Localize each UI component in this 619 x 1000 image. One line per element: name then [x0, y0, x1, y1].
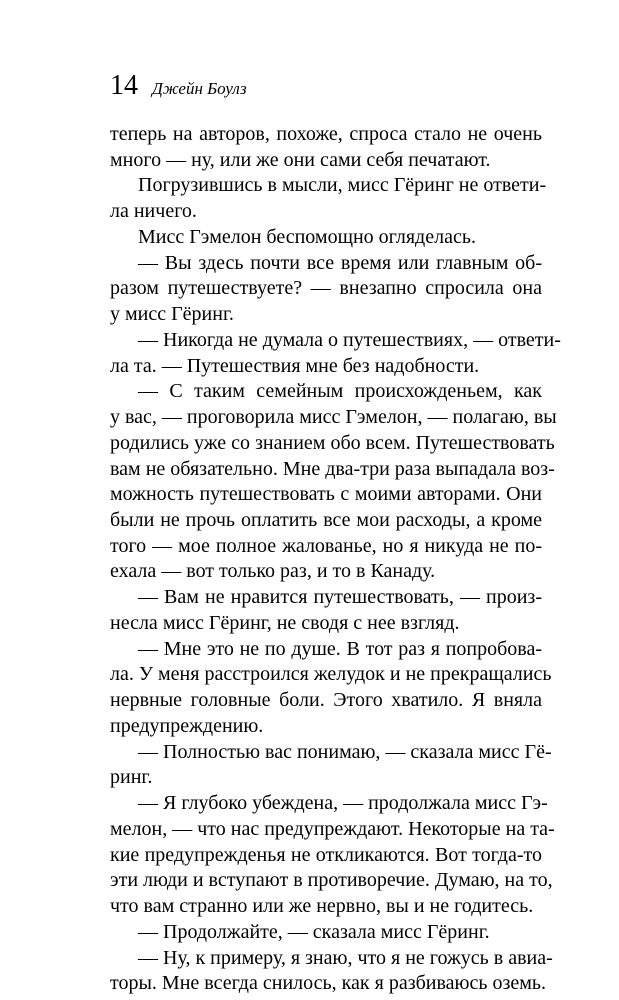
text-line: торы. Мне всегда снилось, как я разбиваюсь оземь. [110, 972, 547, 995]
text-line: можность путешествовать с моими авторами. Они [110, 483, 542, 506]
text-line: ла ничего. [110, 200, 197, 223]
text-line: — Продолжайте, — сказала мисс Гёринг. [138, 920, 490, 943]
text-line: — Ну, к примеру, я знаю, что я не гожусь в авиа- [138, 946, 553, 969]
text-line: — Никогда не думала о путешествиях, — ответи- [138, 328, 561, 351]
running-header [110, 66, 530, 106]
author-name: Джейн Боулз [152, 79, 247, 98]
text-line: у вас, — проговорила мисс Гэмелон, — полагаю, вы [110, 406, 557, 429]
text-line: родились уже со знанием обо всем. Путешествовать [110, 431, 555, 454]
text-line: много — ну, или же они сами себя печатают. [110, 148, 491, 171]
text-line: были не прочь оплатить все мои расходы, а кроме [110, 509, 542, 532]
text-line: ла та. — Путешествия мне без надобности. [110, 354, 480, 377]
text-line: Мисс Гэмелон беспомощно огляделась. [138, 225, 476, 248]
text-line: ла. У меня расстроился желудок и не прекращались [110, 663, 552, 686]
body-text [110, 122, 561, 997]
text-line: что вам странно или же нервно, вы и не годитесь. [110, 895, 534, 918]
text-line: предупреждению. [110, 714, 264, 737]
text-line: вам не обязательно. Мне два-три раза выпадала воз- [110, 457, 555, 480]
text-line: у мисс Гёринг. [110, 303, 234, 326]
text-line: Погрузившись в мысли, мисс Гёринг не ответи- [138, 174, 547, 197]
text-line: того — мое полное жалованье, но я никуда не по- [110, 534, 542, 557]
text-line: нервные головные боли. Этого хватило. Я вняла [110, 689, 542, 712]
text-line: теперь на авторов, похоже, спроса стало не очень [110, 123, 542, 145]
text-line: мелон, — что нас предупреждают. Некоторые на та- [110, 817, 555, 840]
text-line: — Вам не нравится путешествовать, — произ- [138, 586, 542, 609]
text-line: — С таким семейным происхожденьем, как [138, 380, 542, 403]
text-line: кие предупрежденья не откликаются. Вот тогда-то [110, 843, 542, 866]
text-line: разом путешествуете? — внезапно спросила она [110, 277, 542, 300]
text-line: — Полностью вас понимаю, — сказала мисс Гё- [138, 740, 552, 763]
text-line: несла мисс Гёринг, не сводя с нее взгляд. [110, 611, 460, 634]
text-line: ринг. [110, 766, 153, 789]
text-line: — Вы здесь почти все время или главным об- [138, 251, 542, 274]
text-line: — Я глубоко убеждена, — продолжала мисс Гэ- [138, 792, 548, 815]
text-line: — Мне это не по душе. В тот раз я попробова- [138, 637, 542, 660]
text-line: эти люди и вступают в противоречие. Думаю, на то, [110, 869, 553, 892]
text-line: ехала — вот только раз, и то в Канаду. [110, 560, 436, 583]
page-number: 14 [110, 70, 138, 101]
